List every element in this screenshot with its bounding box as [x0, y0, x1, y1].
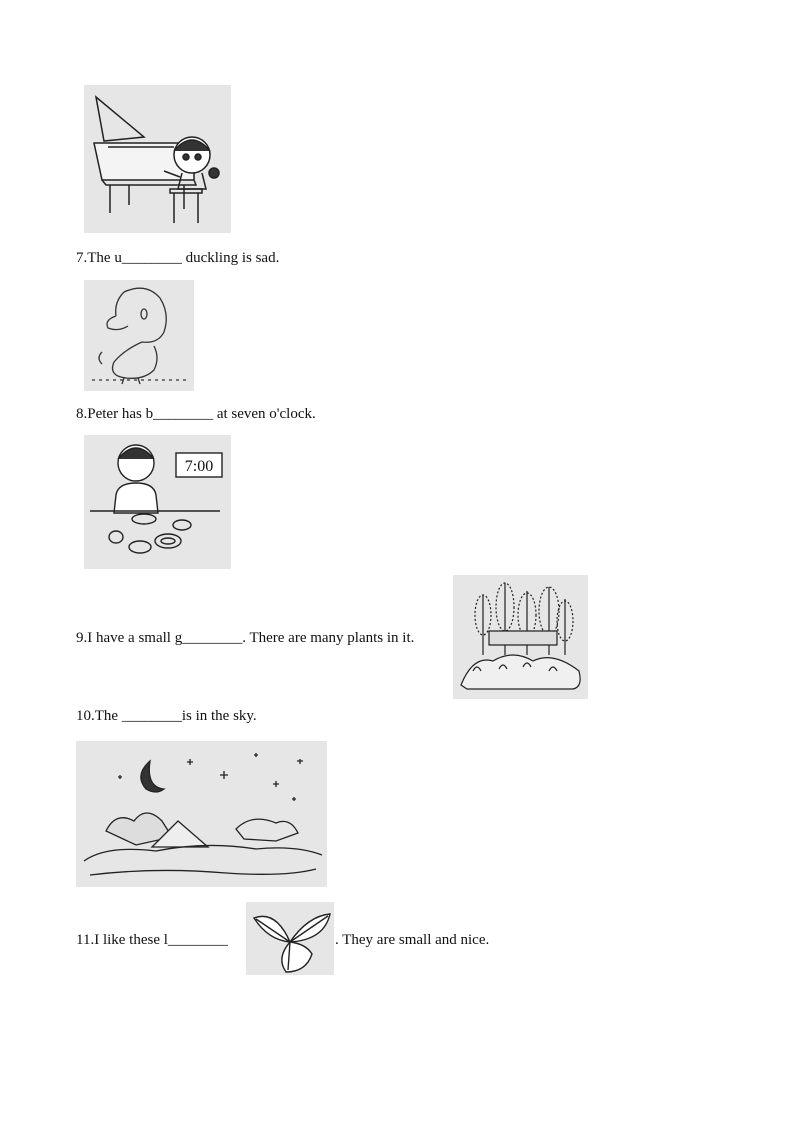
night-sky-drawing [76, 741, 327, 887]
question-11: 11.I like these l________ [76, 932, 228, 948]
breakfast-drawing [84, 435, 231, 569]
leaves-picture [246, 902, 334, 975]
duckling-picture [84, 280, 194, 391]
question-8: 8.Peter has b________ at seven o'clock. [76, 406, 316, 422]
question-11-continuation: . They are small and nice. [335, 932, 490, 948]
piano-girl-picture [84, 85, 231, 233]
garden-drawing [453, 575, 588, 699]
garden-picture [453, 575, 588, 699]
moon-night-picture [76, 741, 327, 887]
leaves-drawing [246, 902, 334, 975]
question-10: 10.The ________is in the sky. [76, 708, 257, 724]
piano-girl-drawing [84, 85, 231, 233]
clock-time: 7:00 [184, 458, 214, 475]
question-7: 7.The u________ duckling is sad. [76, 250, 280, 266]
duckling-drawing [84, 280, 194, 391]
question-9: 9.I have a small g________. There are many plants in it. [76, 630, 415, 646]
breakfast-boy-picture [84, 435, 231, 569]
